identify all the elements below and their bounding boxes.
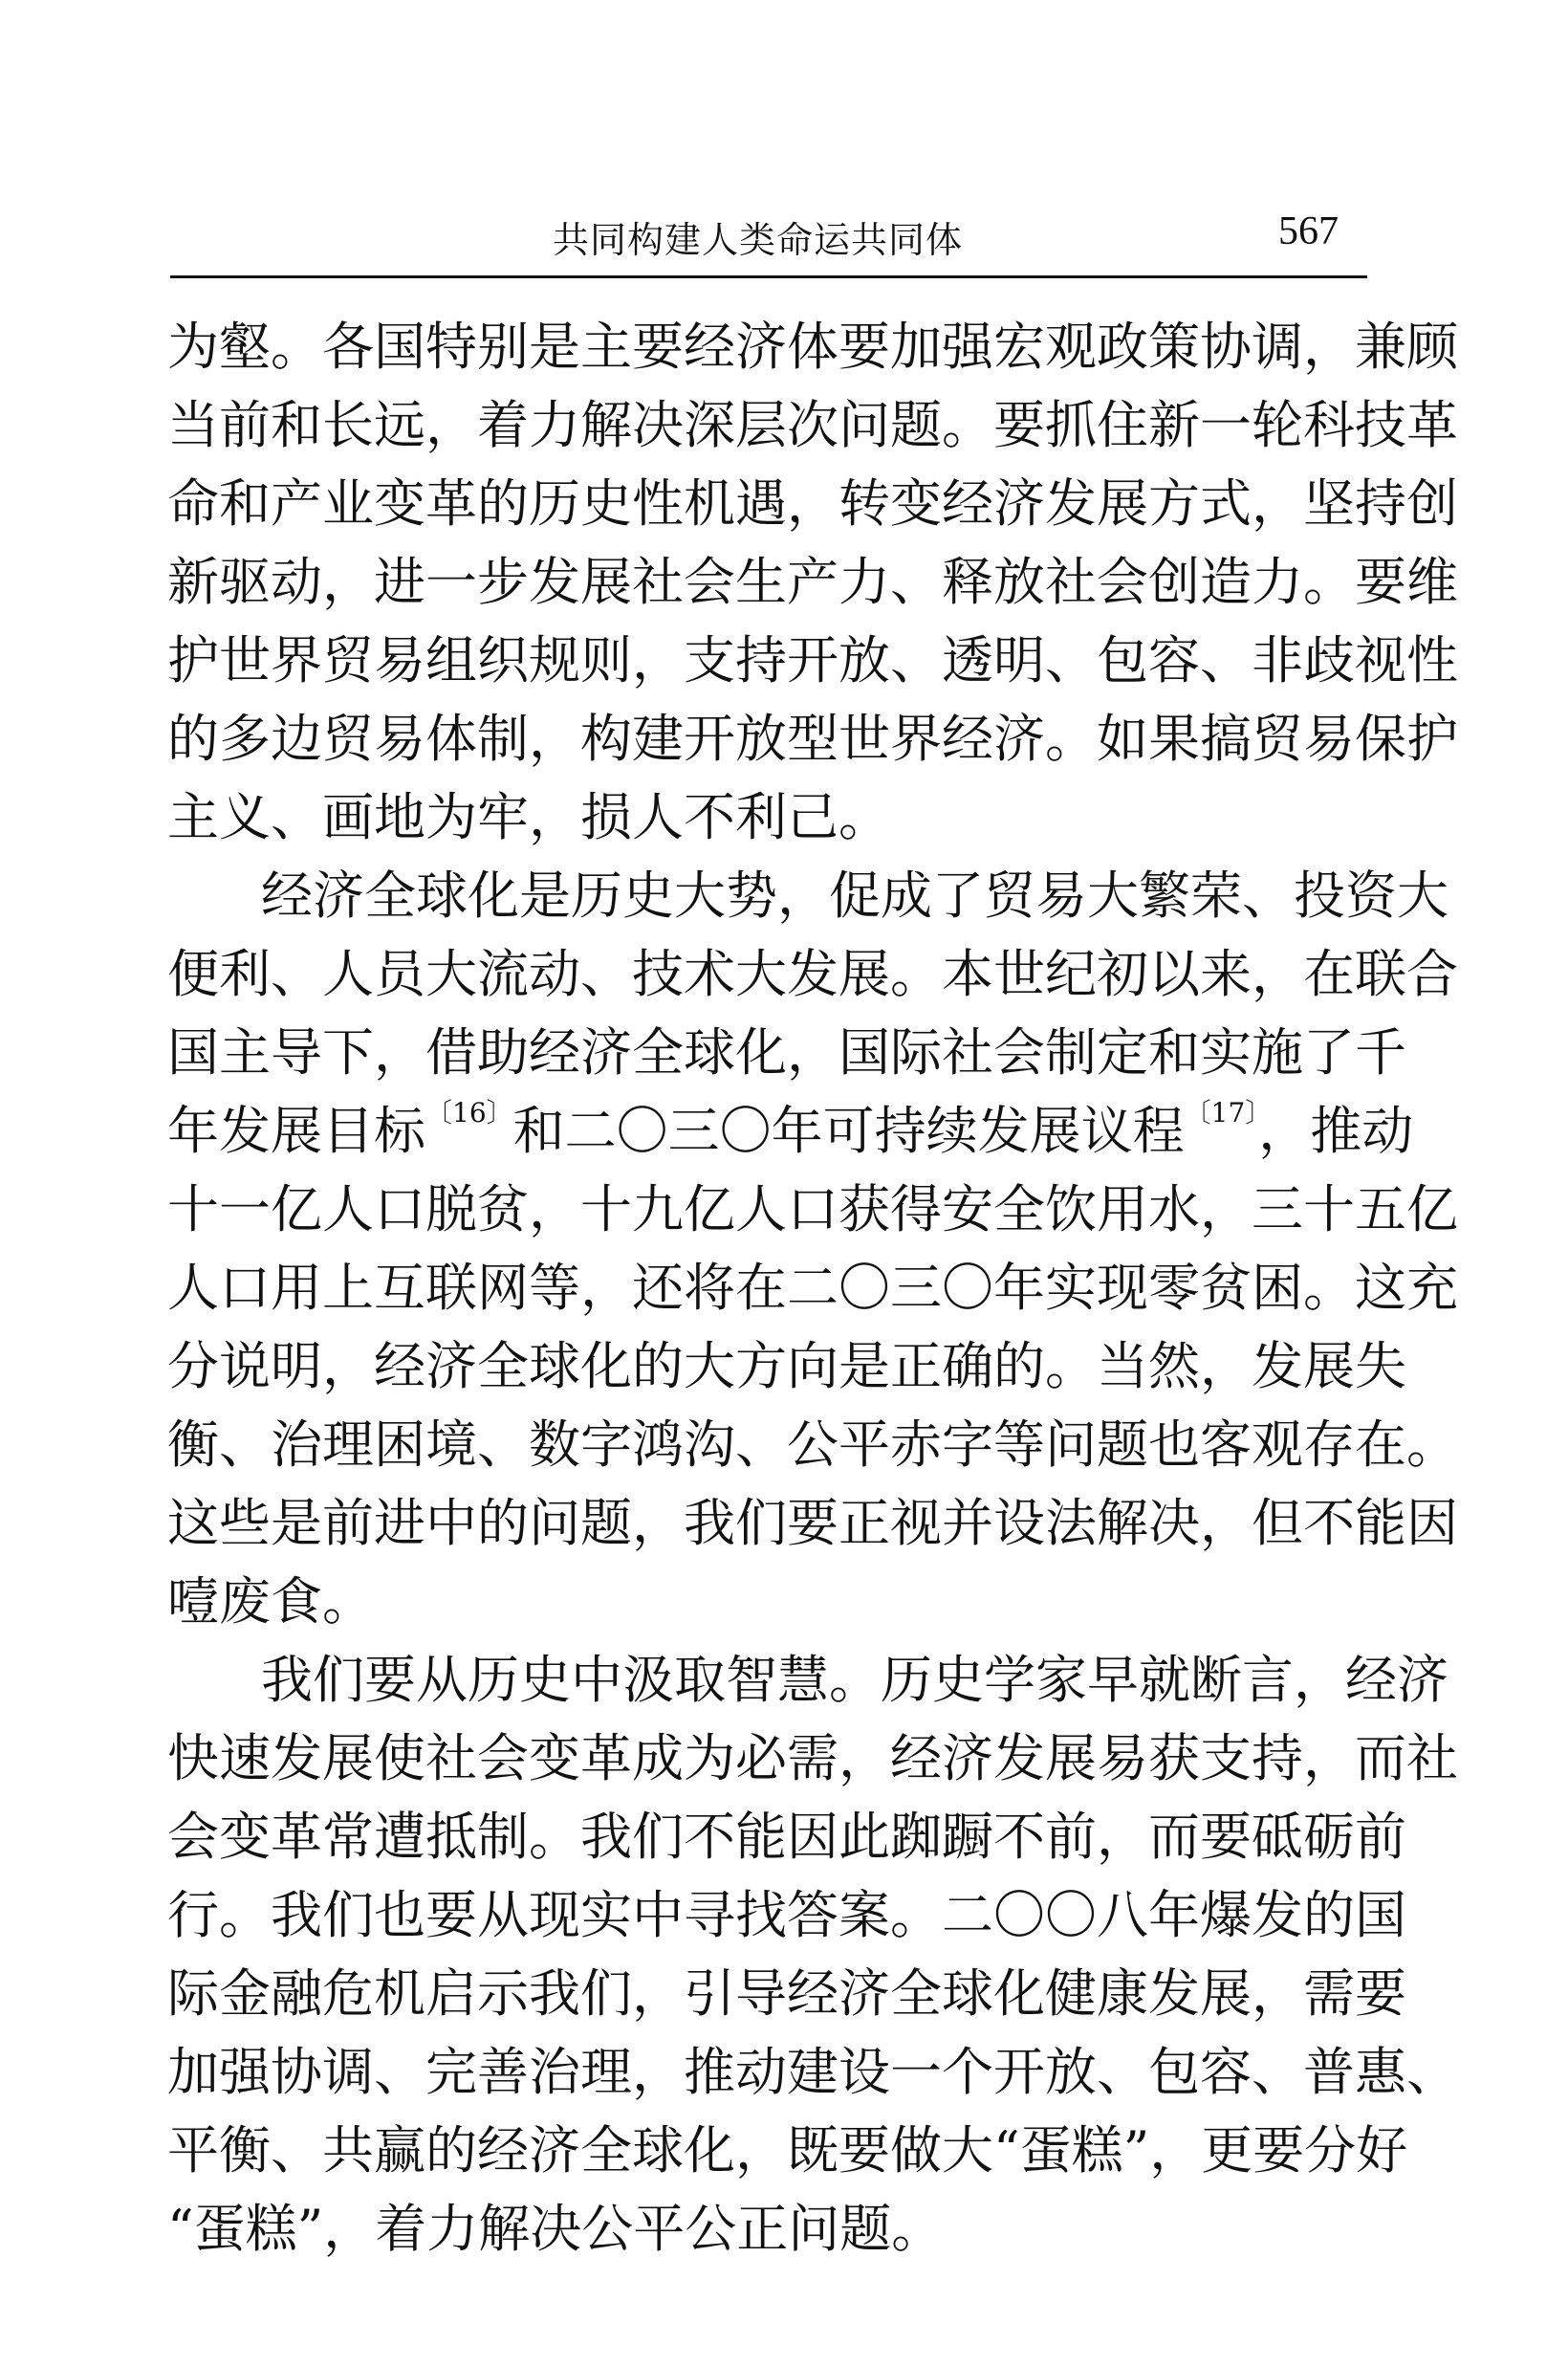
footnote-marker-17: 〔17〕 — [1184, 1097, 1259, 1129]
text-line: 际金融危机启示我们，引导经济全球化健康发展，需要 — [167, 1963, 1406, 2024]
text-line: 加强协调、完善治理，推动建设一个开放、包容、普惠、 — [167, 2042, 1458, 2102]
text-line: 会变革常遭抵制。我们不能因此踟蹰不前，而要砥砺前 — [167, 1807, 1406, 1867]
running-head — [170, 201, 1365, 277]
text-line: 当前和长远，着力解决深层次问题。要抓住新一轮科技革 — [167, 395, 1458, 455]
text-line: 的多边贸易体制，构建开放型世界经济。如果搞贸易保护 — [167, 709, 1458, 769]
text-line: 国主导下，借助经济全球化，国际社会制定和实施了千 — [167, 1022, 1406, 1083]
text-line: 分说明，经济全球化的大方向是正确的。当然，发展失 — [167, 1336, 1406, 1396]
text-line: 命和产业变革的历史性机遇，转变经济发展方式，坚持创 — [167, 473, 1458, 534]
paragraph-2 — [167, 857, 1458, 1641]
text-line: 快速发展使社会变革成为必需，经济发展易获支持，而社 — [167, 1728, 1458, 1788]
footnote-marker-16: 〔16〕 — [425, 1097, 513, 1129]
text-line: 衡、治理困境、数字鸿沟、公平赤字等问题也客观存在。 — [167, 1414, 1458, 1475]
text-line: 人口用上互联网等，还将在二〇三〇年实现零贫困。这充 — [167, 1258, 1458, 1318]
paragraph-3 — [167, 1641, 1458, 2268]
text-line: 经济全球化是历史大势，促成了贸易大繁荣、投资大 — [261, 866, 1448, 926]
text-line: 便利、人员大流动、技术大发展。本世纪初以来，在联合 — [167, 944, 1458, 1004]
text-line: 为壑。各国特别是主要经济体要加强宏观政策协调，兼顾 — [167, 317, 1458, 377]
text-line: 行。我们也要从现实中寻找答案。二〇〇八年爆发的国 — [167, 1885, 1406, 1945]
header-rule — [170, 275, 1367, 278]
paragraph-1 — [167, 308, 1458, 857]
text-line: “蛋糕”，着力解决公平公正问题。 — [167, 2199, 944, 2259]
running-title: 共同构建人类命运共同体 — [553, 219, 964, 261]
text-line: 噎废食。 — [167, 1571, 374, 1632]
text-line: 我们要从历史中汲取智慧。历史学家早就断言，经济 — [261, 1650, 1448, 1710]
text-line: 这些是前进中的问题，我们要正视并设法解决，但不能因 — [167, 1493, 1458, 1553]
text-line: 主义、画地为牢，损人不利己。 — [167, 787, 890, 847]
text-segment: 年发展目标 — [167, 1101, 425, 1161]
text-line: 十一亿人口脱贫，十九亿人口获得安全饮用水，三十五亿 — [167, 1179, 1458, 1239]
text-line: 护世界贸易组织规则，支持开放、透明、包容、非歧视性 — [167, 630, 1458, 690]
text-segment: ，推动 — [1258, 1101, 1414, 1161]
text-segment: 和二〇三〇年可持续发展议程 — [512, 1101, 1185, 1161]
text-line-with-footnotes — [167, 1092, 1414, 1171]
page-number: 567 — [1278, 209, 1339, 253]
body-text — [167, 308, 1458, 2268]
text-line: 平衡、共赢的经济全球化，既要做大“蛋糕”，更要分好 — [167, 2120, 1408, 2181]
text-line: 新驱动，进一步发展社会生产力、释放社会创造力。要维 — [167, 552, 1458, 612]
